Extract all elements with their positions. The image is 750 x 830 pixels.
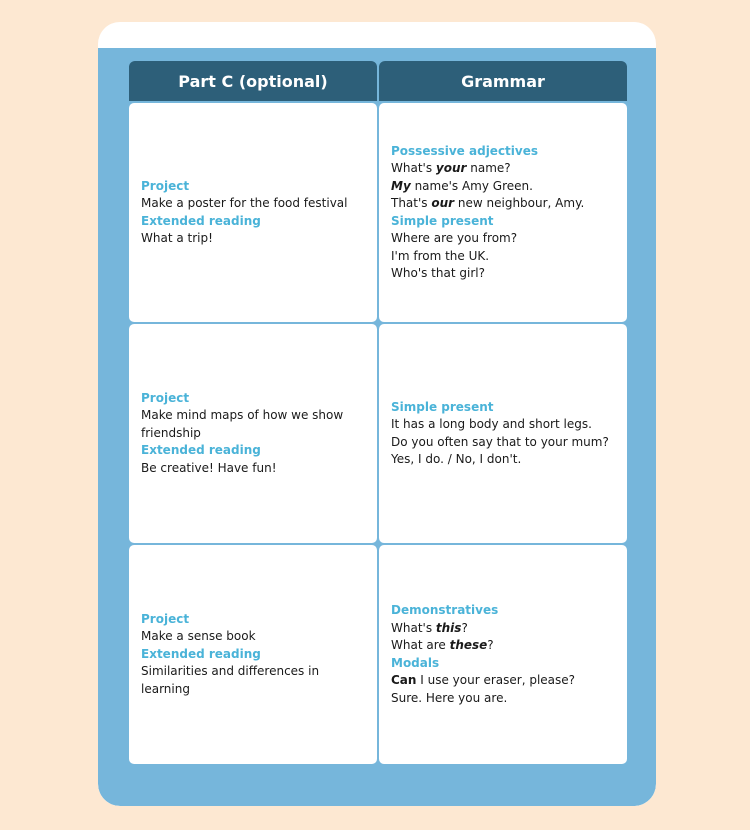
sentence-fragment: ? xyxy=(487,638,494,652)
example-sentence xyxy=(391,178,617,196)
grammar-cell-2 xyxy=(379,324,627,543)
grammar-cell-3 xyxy=(379,545,627,764)
section-label: Extended reading xyxy=(141,443,261,458)
text-line: Who's that girl? xyxy=(391,266,485,280)
header-part-c: Part C (optional) xyxy=(129,61,377,101)
emphasis-word: this xyxy=(435,620,462,635)
sentence-fragment: That's xyxy=(391,196,432,210)
emphasis-word: these xyxy=(449,638,488,652)
sentence-fragment: name? xyxy=(466,161,511,175)
emphasis-word: your xyxy=(435,161,467,175)
example-sentence xyxy=(391,195,617,213)
text-line: Make mind maps of how we show friendship xyxy=(141,408,344,440)
section-label: Demonstratives xyxy=(391,603,499,617)
sentence-fragment: ? xyxy=(461,620,468,635)
part-c-cell-3 xyxy=(129,545,377,764)
header-grammar: Grammar xyxy=(379,61,627,101)
example-sentence xyxy=(391,637,617,655)
emphasis-word: our xyxy=(431,196,455,210)
text-line: Yes, I do. / No, I don't. xyxy=(391,452,522,466)
text-line: Make a poster for the food festival xyxy=(141,196,348,210)
sentence-fragment: What's xyxy=(391,161,436,175)
section-label: Simple present xyxy=(391,399,494,414)
section-label: Project xyxy=(141,178,190,193)
sentence-fragment: name's Amy Green. xyxy=(410,178,533,193)
sentence-fragment: What are xyxy=(391,638,450,652)
grammar-cell-1 xyxy=(379,103,627,322)
example-sentence xyxy=(391,160,617,178)
section-label: Extended reading xyxy=(141,646,261,661)
section-label: Project xyxy=(141,611,190,626)
text-line: Where are you from? xyxy=(391,231,518,245)
sentence-fragment: new neighbour, Amy. xyxy=(454,196,585,210)
text-line: Similarities and differences in learning xyxy=(141,664,320,696)
part-c-cell-1 xyxy=(129,103,377,322)
text-line: Make a sense book xyxy=(141,629,256,644)
text-line: Do you often say that to your mum? xyxy=(391,434,609,449)
text-line: What a trip! xyxy=(141,231,213,245)
section-label: Extended reading xyxy=(141,213,261,228)
example-sentence xyxy=(391,620,617,638)
example-sentence xyxy=(391,672,617,690)
emphasis xyxy=(431,196,454,210)
text-line: It has a long body and short legs. xyxy=(391,417,592,431)
text-line: I'm from the UK. xyxy=(391,248,490,263)
syllabus-card xyxy=(98,22,656,806)
table-panel xyxy=(98,48,656,806)
section-label: Project xyxy=(141,390,190,405)
section-label: Possessive adjectives xyxy=(391,143,539,158)
sentence-fragment: What's xyxy=(391,620,436,635)
emphasis xyxy=(436,161,467,175)
emphasis xyxy=(436,621,462,635)
syllabus-table xyxy=(129,61,627,764)
emphasis xyxy=(450,638,488,652)
part-c-cell-2 xyxy=(129,324,377,543)
section-label: Modals xyxy=(391,655,440,670)
bold-word: Can xyxy=(391,673,417,687)
emphasis-word: My xyxy=(391,178,411,193)
emphasis xyxy=(391,179,411,193)
text-line: Sure. Here you are. xyxy=(391,690,508,705)
sentence-fragment: I use your eraser, please? xyxy=(416,673,576,687)
text-line: Be creative! Have fun! xyxy=(141,460,277,475)
section-label: Simple present xyxy=(391,213,494,228)
